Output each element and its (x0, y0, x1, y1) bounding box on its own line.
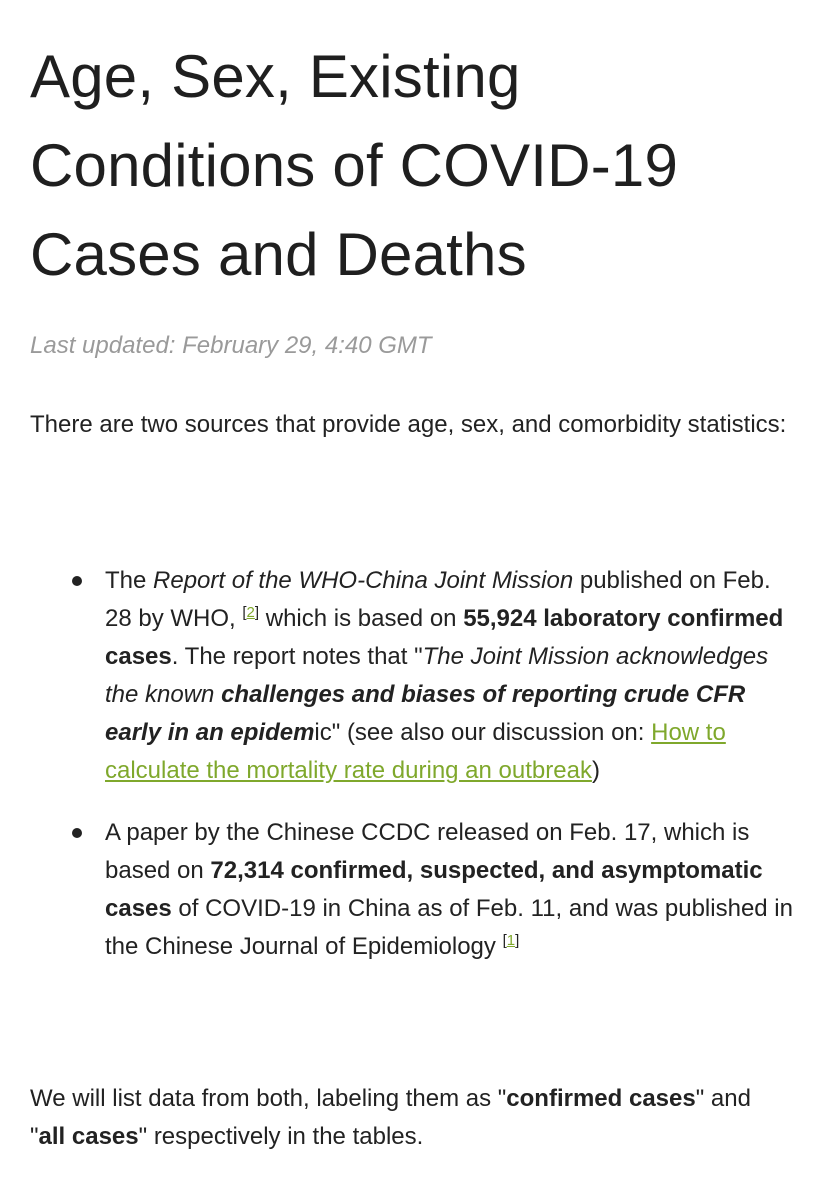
text-segment: published on Feb. 28 by WHO, (105, 567, 771, 632)
bullet-icon (72, 576, 82, 586)
list-item (30, 814, 800, 966)
intro-paragraph: There are two sources that provide age, sex, and comorbidity statistics: (30, 411, 787, 438)
text-segment: A paper by the Chinese CCDC released on Feb. 17, which is based on (105, 819, 750, 884)
citation-link[interactable]: 1 (506, 932, 516, 949)
text-segment: " respectively in the tables. (138, 1123, 424, 1150)
mortality-rate-link[interactable]: How to calculate the mortality rate during an outbreak (105, 719, 726, 784)
citation-link[interactable]: 2 (246, 604, 255, 621)
text-segment: The (105, 567, 154, 594)
quote-emphasis: challenges and biases of reporting crude CFR early in an epidem (105, 681, 746, 746)
text-segment: We will list data from both, labeling them as " (30, 1085, 507, 1112)
case-count: 72,314 confirmed, suspected, and asymptomatic cases (105, 857, 763, 922)
case-count: 55,924 laboratory confirmed cases (105, 605, 784, 670)
list-item (30, 562, 800, 790)
sources-list (30, 562, 800, 966)
all-cases-label: all cases (38, 1123, 139, 1150)
text-segment: of COVID-19 in China as of Feb. 11, and was published in the Chinese Journal of Epidemiology (105, 895, 793, 960)
citation: [1] (502, 932, 520, 949)
text-segment: which is based on (259, 605, 464, 632)
last-updated: Last updated: February 29, 4:40 GMT (30, 332, 432, 359)
confirmed-cases-label: confirmed cases (506, 1085, 696, 1112)
text-segment: ) (591, 757, 600, 784)
text-segment: ic" (see also our discussion on: (314, 719, 652, 746)
report-title: Report of the WHO-China Joint Mission (153, 567, 574, 594)
bullet-icon (72, 828, 82, 838)
text-segment: " and " (30, 1085, 751, 1150)
outro-paragraph (30, 1080, 790, 1156)
quote-text: The Joint Mission acknowledges the known (105, 643, 769, 708)
page-title: Age, Sex, Existing Conditions of COVID-19 Cases and Deaths (30, 43, 679, 288)
text-segment: . The report notes that " (171, 643, 423, 670)
citation: [2] (242, 604, 260, 621)
